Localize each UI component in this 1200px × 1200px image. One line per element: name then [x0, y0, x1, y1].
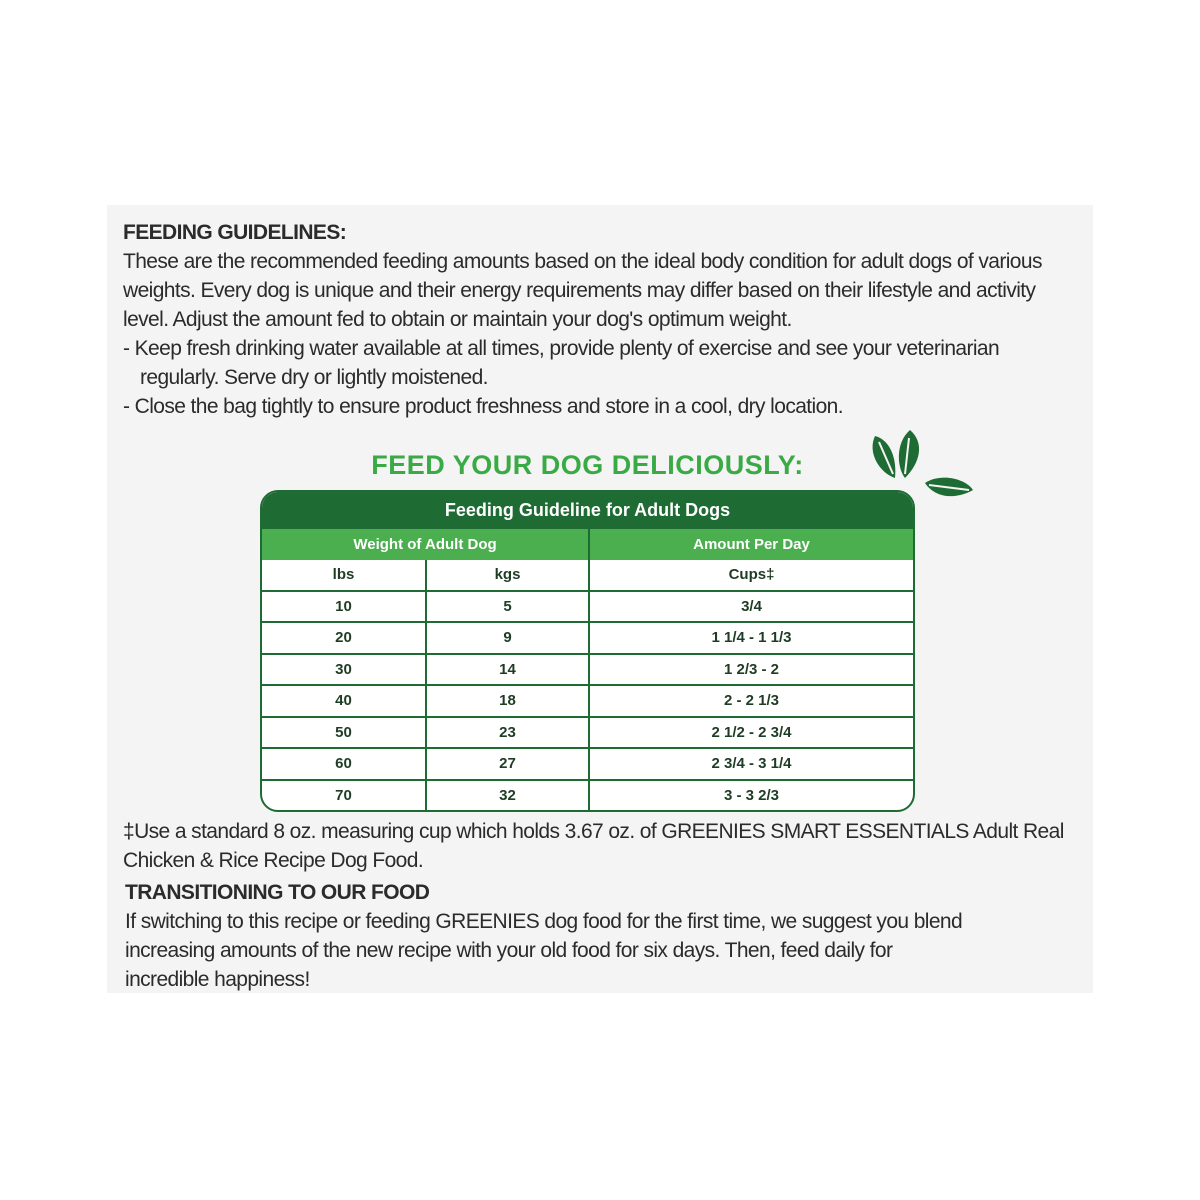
table-cell: 23 — [427, 718, 590, 748]
table-cell: 3/4 — [741, 597, 762, 615]
table-row — [262, 684, 913, 716]
paragraph-line: incredible happiness! — [125, 968, 310, 991]
column-header: lbs — [262, 560, 427, 590]
section-heading: FEEDING GUIDELINES: — [123, 221, 347, 244]
table-cell: 14 — [427, 655, 590, 685]
table-cell: 3 - 3 2/3 — [723, 786, 780, 804]
table-cell: 40 — [262, 686, 427, 716]
paragraph-line: These are the recommended feeding amounts based on the ideal body condition for adult dogs of various — [123, 250, 1042, 273]
footnote — [123, 817, 1064, 875]
table-cell: 5 — [427, 592, 590, 622]
table-row — [262, 653, 913, 685]
table-title: Feeding Guideline for Adult Dogs — [262, 492, 913, 529]
table-cell: 9 — [427, 623, 590, 653]
table-cell: 2 - 2 1/3 — [723, 692, 780, 709]
table-cell: 50 — [262, 718, 427, 748]
paragraph-line: If switching to this recipe or feeding GREENIES dog food for the first time, we suggest you blend — [125, 910, 963, 933]
paragraph-line: level. Adjust the amount fed to obtain or maintain your dog's optimum weight. — [123, 308, 792, 331]
table-cell: 1 1/4 - 1 1/3 — [711, 629, 792, 646]
bullet-line: regularly. Serve dry or lightly moistened. — [140, 366, 488, 389]
section-heading: TRANSITIONING TO OUR FOOD — [125, 881, 430, 904]
table-row — [262, 779, 913, 811]
feed-title: FEED YOUR DOG DELICIOUSLY: — [371, 450, 804, 480]
table-cell: 10 — [262, 592, 427, 622]
table-row — [262, 621, 913, 653]
transition-section — [125, 878, 962, 994]
table-cell: 27 — [427, 749, 590, 779]
table-cell: 32 — [427, 781, 590, 811]
table-cell: 60 — [262, 749, 427, 779]
feeding-guidelines-section — [123, 218, 1042, 421]
table-row — [262, 590, 913, 622]
bullet-line: - Keep fresh drinking water available at all times, provide plenty of exercise and see your veterinarian — [123, 337, 1000, 360]
footnote-line: Chicken & Rice Recipe Dog Food. — [123, 849, 424, 872]
table-cell: 70 — [262, 781, 427, 811]
column-header-row — [262, 560, 913, 590]
group-header-row — [262, 529, 913, 560]
column-header: Cups‡ — [728, 566, 775, 583]
bullet-line: - Close the bag tightly to ensure product freshness and store in a cool, dry location. — [123, 395, 843, 418]
table-row — [262, 716, 913, 748]
footnote-line: ‡Use a standard 8 oz. measuring cup which holds 3.67 oz. of GREENIES SMART ESSENTIALS Adult Real — [123, 820, 1064, 843]
table-cell: 18 — [427, 686, 590, 716]
paragraph-line: increasing amounts of the new recipe with your old food for six days. Then, feed daily for — [125, 939, 893, 962]
table-row — [262, 747, 913, 779]
table-cell: 1 2/3 - 2 — [723, 660, 780, 678]
table-cell: 2 3/4 - 3 1/4 — [711, 755, 792, 772]
paragraph-line: weights. Every dog is unique and their energy requirements may differ based on their lifestyle and activity — [123, 279, 1036, 302]
group-header-amount: Amount Per Day — [693, 536, 810, 553]
table-cell: 2 1/2 - 2 3/4 — [711, 723, 792, 741]
column-header: kgs — [427, 560, 590, 590]
group-header-weight: Weight of Adult Dog — [262, 529, 590, 560]
feeding-table — [260, 490, 915, 812]
table-cell: 20 — [262, 623, 427, 653]
table-cell: 30 — [262, 655, 427, 685]
